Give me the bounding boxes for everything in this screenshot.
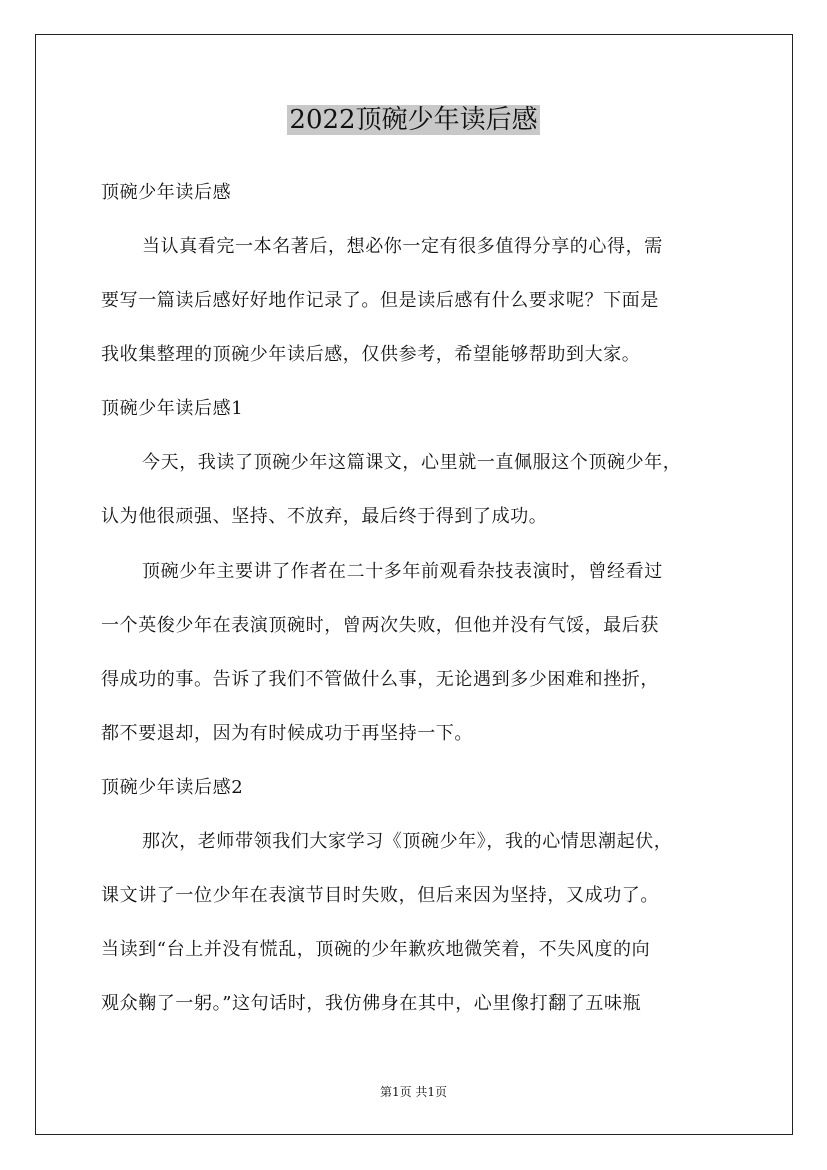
paragraph-line: 当读到“台上并没有慌乱，顶碗的少年歉疚地微笑着，不失风度的向	[101, 939, 651, 960]
section-heading-1: 顶碗少年读后感1	[101, 398, 244, 419]
paragraph-line: 认为他很顽强、坚持、不放弃，最后终于得到了成功。	[101, 506, 548, 527]
paragraph-line: 那次，老师带领我们大家学习《顶碗少年》，我的心情思潮起伏，	[142, 831, 673, 852]
paragraph-line: 一个英俊少年在表演顶碗时，曾两次失败，但他并没有气馁，最后获	[101, 615, 659, 636]
document-title-text: 2022顶碗少年读后感	[289, 105, 538, 135]
section-heading-2: 顶碗少年读后感2	[101, 777, 244, 798]
paragraph-line: 观众鞠了一躬。”这句话时，我仿佛身在其中，心里像打翻了五味瓶	[101, 993, 642, 1014]
page-footer: 第1页 共1页	[379, 1085, 448, 1099]
paragraph-line: 要写一篇读后感好好地作记录了。但是读后感有什么要求呢？下面是	[101, 290, 659, 311]
paragraph-line: 顶碗少年主要讲了作者在二十多年前观看杂技表演时，曾经看过	[142, 561, 663, 582]
intro-heading: 顶碗少年读后感	[101, 182, 232, 203]
paragraph-line: 得成功的事。告诉了我们不管做什么事，无论遇到多少困难和挫折，	[101, 669, 659, 690]
paragraph-line: 课文讲了一位少年在表演节目时失败，但后来因为坚持，又成功了。	[101, 885, 659, 906]
paragraph-line: 我收集整理的顶碗少年读后感，仅供参考，希望能够帮助到大家。	[101, 344, 641, 365]
document-title	[0, 100, 827, 140]
paragraph-line: 都不要退却，因为有时候成功于再坚持一下。	[101, 723, 473, 744]
paragraph-line: 当认真看完一本名著后，想必你一定有很多值得分享的心得，需	[142, 236, 663, 257]
paragraph-line: 今天，我读了顶碗少年这篇课文，心里就一直佩服这个顶碗少年，	[142, 452, 682, 473]
